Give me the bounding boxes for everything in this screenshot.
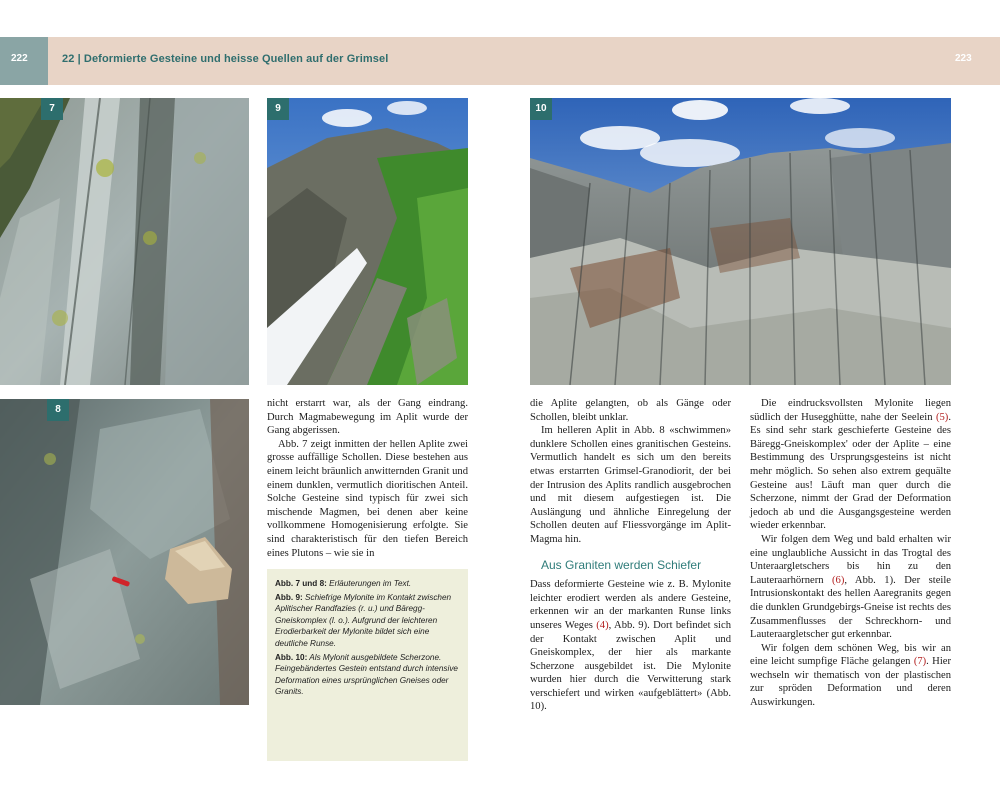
figure-7-image [0,98,249,385]
page-header [0,37,1000,85]
figure-7-label: 7 [41,98,63,120]
paragraph: Im helleren Aplit in Abb. 8 «schwimmen» dunklere Schollen eines granitischen Gesteins. Vermutlich handelt es sich um den bereits etwas erstarrten Grimsel-Granodiorit, der bei der Intrusion des Aplits randlich ausgebrochen und mit diesem aufgestiegen ist. Die Auslängung und ähnliche Einregelung der Schollen deuten auf Fliessvorgänge im Aplit-Magma hin. [530,425,731,545]
paragraph-text: . Hier wechseln wir thematisch von der plastischen zur spröden Deformation und deren Auswirkungen. [750,656,951,709]
figure-8-label: 8 [47,399,69,421]
chapter-title: 22 | Deformierte Gesteine und heisse Quellen auf der Grimsel [62,53,389,65]
location-ref: (7) [913,656,927,668]
text-column-middle [267,397,468,560]
paragraph: Abb. 7 zeigt inmitten der hellen Aplite zwei grosse auffällige Schollen. Diese bestehen aus einem leicht bräunlich anwitternden Granit und einem dunklen, vermutlich dioritischen Anteil. Solche Gesteine sind typisch für zwei sich mischende Magmen, bei denen aber keine vollkommene Homogenisierung erfolgte. Sie sind charakteristisch für den tiefen Bereich eines Plutons – wie sie in [267,438,468,559]
location-ref: (6) [832,574,845,586]
paragraph-text: , Abb. 9). Dort befindet sich der Kontakt zwischen Aplit und Gneiskomplex, der hier als markante Scherzone ausgebildet ist. Die Mylonite wurden hier durch die Verwitterung stark verschiefert und wirken «aufgeblättert» (Abb. 10). [530,619,731,713]
figure-9-label: 9 [267,98,289,120]
caption-text: Als Mylonit ausgebildete Scherzone. Feingebändertes Gestein entstand durch intensive Deformation eines ursprünglichen Gneises oder Granits. [275,652,458,697]
caption-fig9 [275,592,460,650]
figure-7-photo [0,98,249,385]
text-column-right-2 [750,397,951,710]
figure-9-image [267,98,468,385]
paragraph [530,578,731,714]
caption-text: Schiefrige Mylonite im Kontakt zwischen Aplitischer Randfazies (r. u.) und Bäregg-Gneiskomplex (l. o.). Aufgrund der leichteren Erodierbarkeit der Mylonite bildet sich eine deutliche Runse. [275,592,452,648]
caption-label: Abb. 9: [275,592,303,602]
figure-10-image [530,98,951,385]
caption-label: Abb. 7 und 8: [275,579,327,588]
caption-text: Erläuterungen im Text. [326,579,412,588]
page-number-right: 223 [955,53,972,64]
figure-9-photo [267,98,468,385]
location-ref: (4) [596,619,609,631]
text-column-right-1 [530,397,731,714]
page-number-left: 222 [11,53,28,64]
location-ref: (5) [935,411,949,423]
paragraph-text: , Abb. 1). Der steile Intrusionskontakt des hellen Aaregranits gegen die dunklen Grundgebirgs-Gneise ist rechts des Zusammenflusses der Schreckhorn- und Lauteraargletscher gut erkennbar. [750,574,951,641]
paragraph [750,642,951,710]
paragraph [750,397,951,533]
figure-10-label: 10 [530,98,552,120]
paragraph-text: Wir folgen dem Weg und bald erhalten wir eine unglaubliche Aussicht in das Trogtal des Unteraargletschers bis hin zu den Lauteraarhörnern [750,533,951,586]
figure-caption-box [267,569,468,761]
caption-label: Abb. 10: [275,652,308,662]
figure-8-image [0,399,249,705]
caption-fig10 [275,652,460,698]
section-heading: Aus Graniten werden Schiefer [541,557,702,572]
paragraph: die Aplite gelangten, ob als Gänge oder Schollen, bleibt unklar. [530,398,731,423]
paragraph-text: Wir folgen dem schönen Weg, bis wir an eine leicht sumpfige Fläche gelangen [750,642,951,668]
figure-8-photo [0,399,249,705]
paragraph-text: . Es sind sehr stark geschieferte Gesteine des Bäregg-Gneiskomplex' oder der Aplite – eine Bestimmung des Ursprungsgesteins ist nicht mehr möglich. So sehen also extrem gequälte Gesteine aus! Läuft man quer durch die Scherzone, nimmt der Grad der Deformation jedoch ab und die Ausgangsgesteine werden wieder erkennbar. [750,411,951,532]
paragraph-text: Die eindrucksvollsten Mylonite liegen südlich der Husegghütte, nahe der Seelein [750,398,951,423]
figure-10-photo [530,98,951,385]
paragraph-text: Dass deformierte Gesteine wie z. B. Mylonite leichter erodiert werden als andere Gesteine, erkennen wir an der markanten Runse links unseres Weges [530,579,731,631]
paragraph: nicht erstarrt war, als der Gang eindrang. Durch Magmabewegung im Aplit wurde der Gang abgerissen. [267,398,468,437]
page-number-box [0,37,48,85]
paragraph [750,533,951,642]
caption-fig7-8 [275,578,460,590]
